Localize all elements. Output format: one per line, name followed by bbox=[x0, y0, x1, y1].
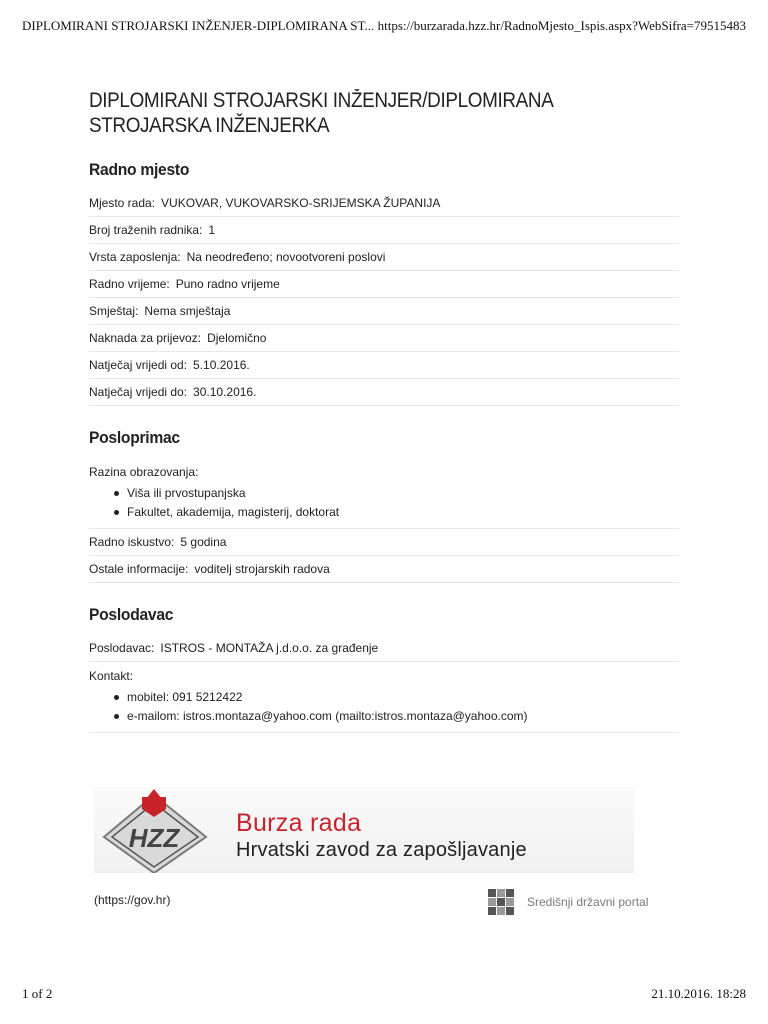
detail-row-vrsta-zaposlenja bbox=[89, 244, 679, 271]
detail-value: voditelj strojarskih radova bbox=[194, 562, 330, 576]
contact-list bbox=[89, 688, 679, 726]
detail-row-natjecaj-od bbox=[89, 352, 679, 379]
list-item: Viša ili prvostupanjska bbox=[114, 484, 679, 503]
contact-phone: mobitel: 091 5212422 bbox=[114, 688, 679, 707]
portal-label: Središnji državni portal bbox=[527, 895, 649, 909]
list-item: Fakultet, akademija, magisterij, doktorat bbox=[114, 503, 679, 522]
detail-label: Broj traženih radnika: bbox=[89, 223, 203, 237]
detail-row-mjesto-rada bbox=[89, 190, 679, 217]
print-header-url: https://burzarada.hzz.hr/RadnoMjesto_Ispis.aspx?WebSifra=79515483 bbox=[377, 18, 746, 33]
detail-label: Radno iskustvo: bbox=[89, 535, 175, 549]
detail-label: Smještaj: bbox=[89, 304, 139, 318]
section-posloprimac bbox=[89, 428, 679, 583]
detail-value: Nema smještaja bbox=[144, 304, 231, 318]
burza-rada-subtitle: Hrvatski zavod za zapošljavanje bbox=[236, 839, 527, 861]
detail-label: Poslodavac: bbox=[89, 641, 155, 655]
print-datetime: 21.10.2016. 18:28 bbox=[651, 986, 746, 1001]
burza-rada-logo[interactable] bbox=[94, 787, 634, 873]
detail-row-naknada-prijevoz bbox=[89, 325, 679, 352]
detail-row-broj-radnika bbox=[89, 217, 679, 244]
portal-grid-icon bbox=[488, 889, 516, 917]
detail-row-poslodavac bbox=[89, 635, 679, 662]
detail-row-radno-iskustvo bbox=[89, 529, 679, 556]
detail-row-natjecaj-do bbox=[89, 379, 679, 406]
detail-label: Mjesto rada: bbox=[89, 196, 156, 210]
detail-value: 5 godina bbox=[180, 535, 227, 549]
section-heading-poslodavac: Poslodavac bbox=[89, 605, 174, 624]
burza-rada-title: Burza rada bbox=[236, 809, 362, 837]
detail-label: Ostale informacije: bbox=[89, 562, 189, 576]
portal-logo[interactable] bbox=[488, 889, 678, 917]
emblem-letters: HZZ bbox=[128, 823, 180, 853]
detail-block-obrazovanje bbox=[89, 458, 679, 529]
detail-label: Vrsta zaposlenja: bbox=[89, 250, 181, 264]
posloprimac-rows bbox=[89, 458, 679, 583]
detail-label: Radno vrijeme: bbox=[89, 277, 170, 291]
detail-value: 1 bbox=[208, 223, 216, 237]
detail-label: Kontakt: bbox=[89, 669, 134, 683]
poslodavac-rows bbox=[89, 635, 679, 733]
detail-label: Razina obrazovanja: bbox=[89, 465, 199, 479]
section-poslodavac bbox=[89, 605, 679, 733]
detail-value: Na neodređeno; novootvoreni poslovi bbox=[186, 250, 386, 264]
contact-email[interactable]: e-mailom: istros.montaza@yahoo.com (mailto:istros.montaza@yahoo.com) bbox=[114, 707, 679, 726]
detail-label: Natječaj vrijedi od: bbox=[89, 358, 188, 372]
detail-value: Djelomično bbox=[207, 331, 267, 345]
job-title: DIPLOMIRANI STROJARSKI INŽENJER/DIPLOMIRANA STROJARSKA INŽENJERKA bbox=[89, 89, 553, 137]
hzz-emblem-icon bbox=[94, 787, 224, 873]
print-header bbox=[22, 18, 746, 38]
detail-value: 5.10.2016. bbox=[193, 358, 250, 372]
job-posting bbox=[89, 88, 679, 733]
section-heading-radno-mjesto: Radno mjesto bbox=[89, 160, 190, 179]
education-list bbox=[89, 484, 679, 522]
radno-mjesto-rows bbox=[89, 190, 679, 406]
govhr-link[interactable]: (https://gov.hr) bbox=[94, 893, 171, 907]
detail-value: Puno radno vrijeme bbox=[175, 277, 280, 291]
print-header-title: DIPLOMIRANI STROJARSKI INŽENJER-DIPLOMIRANA ST... bbox=[22, 18, 375, 33]
detail-row-radno-vrijeme bbox=[89, 271, 679, 298]
section-radno-mjesto bbox=[89, 160, 679, 406]
page-number: 1 of 2 bbox=[22, 986, 53, 1001]
detail-value: 30.10.2016. bbox=[193, 385, 257, 399]
detail-row-ostale-informacije bbox=[89, 556, 679, 583]
print-footer bbox=[22, 986, 746, 1006]
section-heading-posloprimac: Posloprimac bbox=[89, 428, 180, 447]
detail-label: Naknada za prijevoz: bbox=[89, 331, 202, 345]
detail-value: VUKOVAR, VUKOVARSKO-SRIJEMSKA ŽUPANIJA bbox=[161, 196, 441, 210]
detail-value: ISTROS - MONTAŽA j.d.o.o. za građenje bbox=[160, 641, 379, 655]
detail-label: Natječaj vrijedi do: bbox=[89, 385, 188, 399]
detail-row-smjestaj bbox=[89, 298, 679, 325]
detail-block-kontakt bbox=[89, 662, 679, 733]
